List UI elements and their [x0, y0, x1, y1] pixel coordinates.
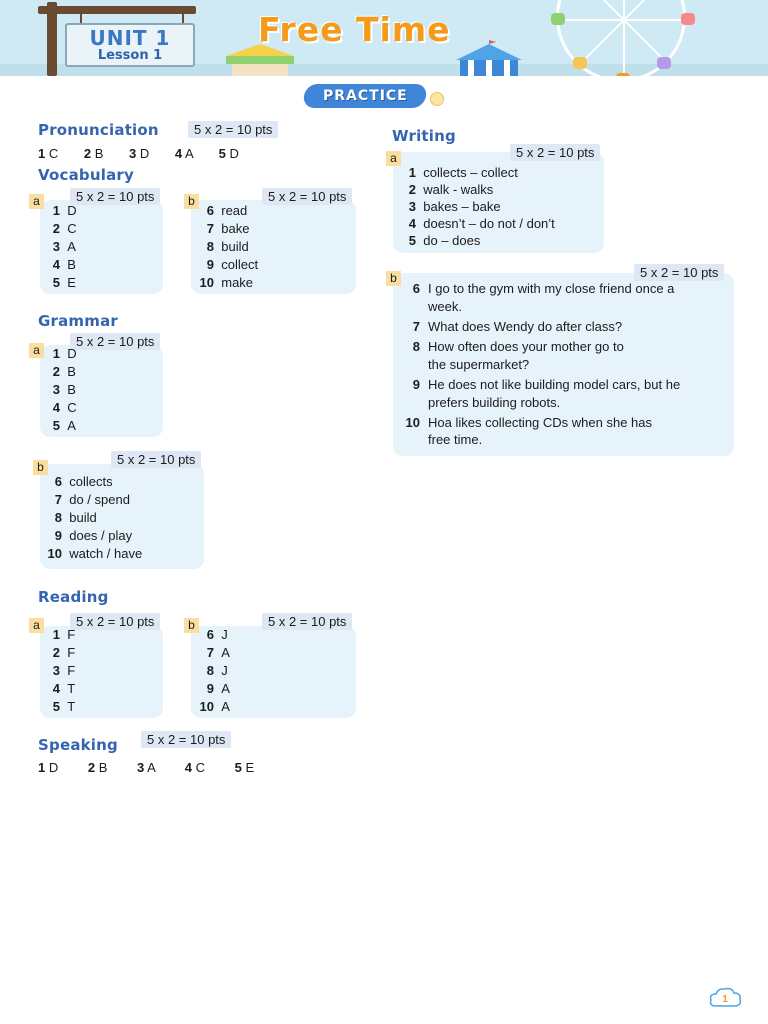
list-item: 9 does / play	[54, 528, 133, 543]
reading-b-tag: b	[184, 618, 199, 633]
list-item: 8 build	[206, 239, 249, 254]
grammar-a-points: 5 x 2 = 10 pts	[70, 333, 160, 350]
list-item: 5 A	[52, 418, 76, 433]
list-item: 10 A	[199, 699, 230, 714]
writing-title: Writing	[392, 127, 456, 145]
grammar-a-tag: a	[29, 343, 44, 358]
practice-badge: PRACTICE	[302, 84, 427, 108]
list-item: 6 read	[206, 203, 248, 218]
lesson-label: Lesson 1	[97, 48, 163, 63]
list-item: 5 T	[52, 699, 76, 714]
vocabulary-a-tag: a	[29, 194, 44, 209]
writing-a-tag: a	[386, 151, 401, 166]
list-item: 9 A	[206, 681, 230, 696]
page-number: 1	[722, 994, 728, 1005]
page-title: Free Time	[258, 10, 451, 49]
speaking-title: Speaking	[38, 736, 118, 754]
list-item: 5 E	[52, 275, 76, 290]
circus-tent-icon	[454, 40, 524, 76]
page-header	[0, 0, 768, 76]
list-item: 6 J	[206, 627, 228, 642]
list-item: 1 D	[52, 203, 77, 218]
writing-b-points: 5 x 2 = 10 pts	[634, 264, 724, 281]
list-item: 2 B	[52, 364, 76, 379]
page-number-cloud-icon	[708, 986, 742, 1010]
list-item: 8 J	[206, 663, 228, 678]
lightbulb-icon	[430, 92, 444, 106]
unit-sign	[65, 23, 195, 67]
signpost-beam	[38, 6, 196, 14]
list-item: 8 build	[54, 510, 97, 525]
list-item: 1 D	[52, 346, 77, 361]
list-item: 2 C	[52, 221, 77, 236]
list-item: 7 bake	[206, 221, 250, 236]
list-item: 10 make	[199, 275, 254, 290]
list-item: 2 F	[52, 645, 76, 660]
list-item: 6 collects	[54, 474, 113, 489]
speaking-answers: 1 D 2 B 3 A 4 C 5 E	[38, 760, 255, 775]
list-item: 1 collects – collect	[408, 165, 518, 180]
reading-title: Reading	[38, 588, 109, 606]
list-item: 9 collect	[206, 257, 259, 272]
list-item: 10 watch / have	[47, 546, 143, 561]
pronunciation-points: 5 x 2 = 10 pts	[188, 121, 278, 138]
list-item: 1 F	[52, 627, 76, 642]
vocabulary-a-points: 5 x 2 = 10 pts	[70, 188, 160, 205]
list-item: 3 A	[52, 239, 76, 254]
writing-b-tag: b	[386, 271, 401, 286]
reading-a-tag: a	[29, 618, 44, 633]
reading-b-points: 5 x 2 = 10 pts	[262, 613, 352, 630]
list-item: 7 do / spend	[54, 492, 130, 507]
pronunciation-answers: 1 C 2 B 3 D 4 A 5 D	[38, 146, 239, 161]
grammar-b-points: 5 x 2 = 10 pts	[111, 451, 201, 468]
vocabulary-title: Vocabulary	[38, 166, 134, 184]
list-item: 3 bakes – bake	[408, 199, 501, 214]
unit-label: UNIT 1	[89, 26, 171, 50]
speaking-points: 5 x 2 = 10 pts	[141, 731, 231, 748]
list-item: 4 T	[52, 681, 76, 696]
vocabulary-b-points: 5 x 2 = 10 pts	[262, 188, 352, 205]
list-item: 3 F	[52, 663, 76, 678]
writing-a-points: 5 x 2 = 10 pts	[510, 144, 600, 161]
list-item: 7 A	[206, 645, 230, 660]
ferris-wheel-icon	[556, 0, 686, 76]
pronunciation-title: Pronunciation	[38, 121, 159, 139]
signpost-pole	[47, 2, 57, 76]
grammar-b-tag: b	[33, 460, 48, 475]
reading-a-points: 5 x 2 = 10 pts	[70, 613, 160, 630]
vocabulary-b-tag: b	[184, 194, 199, 209]
list-item: 4 doesn’t – do not / don’t	[408, 216, 555, 231]
list-item: 5 do – does	[408, 233, 481, 248]
list-item: 4 B	[52, 257, 76, 272]
list-item: 4 C	[52, 400, 77, 415]
list-item: 3 B	[52, 382, 76, 397]
grammar-title: Grammar	[38, 312, 119, 330]
list-item: 2 walk - walks	[408, 182, 494, 197]
